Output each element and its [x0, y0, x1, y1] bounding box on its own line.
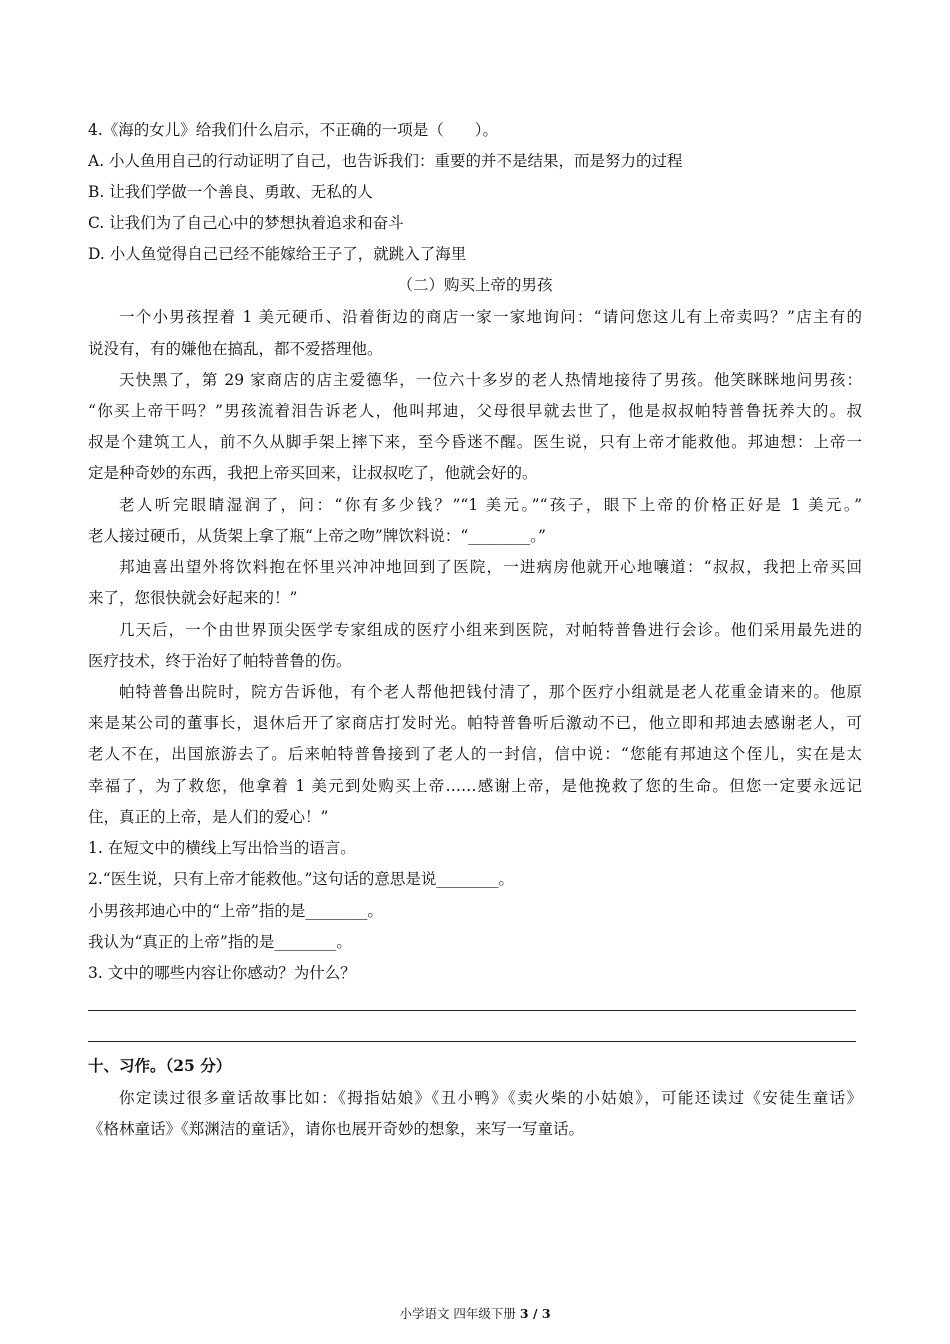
page-footer	[0, 1306, 950, 1322]
q4-option-b: B. 让我们学做一个善良、勇敢、无私的人	[88, 183, 373, 201]
q4-option-d: D. 小人鱼觉得自己已经不能嫁给王子了，就跳入了海里	[88, 245, 467, 263]
answer-line	[88, 1041, 856, 1042]
answer-line	[88, 1010, 856, 1011]
q4-stem: 4.《海的女儿》给我们什么启示，不正确的一项是（ ）。	[88, 121, 499, 139]
passage-line: 来是某公司的董事长，退休后开了家商店打发时光。帕特普鲁听后激动不已，他立即和邦迪去感谢老人，可	[88, 714, 862, 732]
page-number: 3 / 3	[519, 1306, 551, 1321]
passage-line: 老人听完眼睛湿润了，问：“你有多少钱？”“1 美元。”“孩子，眼下上帝的价格正好是 1 美元。”	[119, 496, 862, 514]
passage-line: 说没有，有的嫌他在搞乱，都不爱搭理他。	[88, 340, 383, 358]
passage-line: 老人接过硬币，从货架上拿了瓶“上帝之吻”牌饮料说：“________。”	[88, 527, 546, 545]
passage-line: 住，真正的上帝，是人们的爱心！”	[88, 808, 329, 826]
passage-line: “你买上帝干吗？”男孩流着泪告诉老人，他叫邦迪，父母很早就去世了，他是叔叔帕特普鲁抚养大的。叔	[88, 402, 862, 420]
q4-option-a: A. 小人鱼用自己的行动证明了自己，也告诉我们：重要的并不是结果，而是努力的过程	[88, 152, 683, 170]
question-1: 1. 在短文中的横线上写出恰当的语言。	[88, 839, 356, 857]
composition-line: 《格林童话》《郑渊洁的童话》，请你也展开奇妙的想象，来写一写童话。	[88, 1120, 585, 1138]
passage-line: 医疗技术，终于治好了帕特普鲁的伤。	[88, 652, 352, 670]
passage-title: （二）购买上帝的男孩	[397, 276, 553, 294]
question-2-sub-a: 小男孩邦迪心中的“上帝”指的是________。	[88, 902, 383, 920]
passage-line: 幸福了，为了救您，他拿着 1 美元到处购买上帝……感谢上帝，是他挽救了您的生命。但您一定要永远记	[88, 777, 862, 795]
question-2: 2.“医生说，只有上帝才能救他。”这句话的意思是说________。	[88, 870, 514, 888]
question-3: 3. 文中的哪些内容让你感动？为什么？	[88, 964, 356, 982]
passage-line: 定是种奇妙的东西，我把上帝买回来，让叔叔吃了，他就会好的。	[88, 464, 538, 482]
composition-heading: 十、习作。（25 分）	[88, 1056, 232, 1075]
question-2-sub-b: 我认为“真正的上帝”指的是________。	[88, 933, 352, 951]
passage-line: 一个小男孩捏着 1 美元硬币、沿着街边的商店一家一家地询问：“请问您这儿有上帝卖吗？”店主有的	[119, 308, 862, 326]
passage-line: 来了，您很快就会好起来的！”	[88, 589, 298, 607]
passage-line: 叔是个建筑工人，前不久从脚手架上摔下来，至今昏迷不醒。医生说，只有上帝才能救他。邦迪想：上帝一	[88, 433, 862, 451]
passage-line: 老人不在，出国旅游去了。后来帕特普鲁接到了老人的一封信，信中说：“您能有邦迪这个侄儿，实在是太	[88, 745, 862, 763]
composition-line: 你定读过很多童话故事比如：《拇指姑娘》《丑小鸭》《卖火柴的小姑娘》，可能还读过《安徒生童话》	[119, 1089, 862, 1107]
passage-line: 几天后，一个由世界顶尖医学专家组成的医疗小组来到医院，对帕特普鲁进行会诊。他们采用最先进的	[119, 621, 862, 639]
passage-line: 邦迪喜出望外将饮料抱在怀里兴冲冲地回到了医院，一进病房他就开心地嚷道：“叔叔，我把上帝买回	[119, 558, 862, 576]
passage-line: 天快黑了，第 29 家商店的店主爱德华，一位六十多岁的老人热情地接待了男孩。他笑眯眯地问男孩：	[119, 371, 862, 389]
footer-label: 小学语文 四年级下册	[399, 1306, 520, 1321]
passage-line: 帕特普鲁出院时，院方告诉他，有个老人帮他把钱付清了，那个医疗小组就是老人花重金请来的。他原	[119, 683, 862, 701]
q4-option-c: C. 让我们为了自己心中的梦想执着追求和奋斗	[88, 214, 404, 232]
